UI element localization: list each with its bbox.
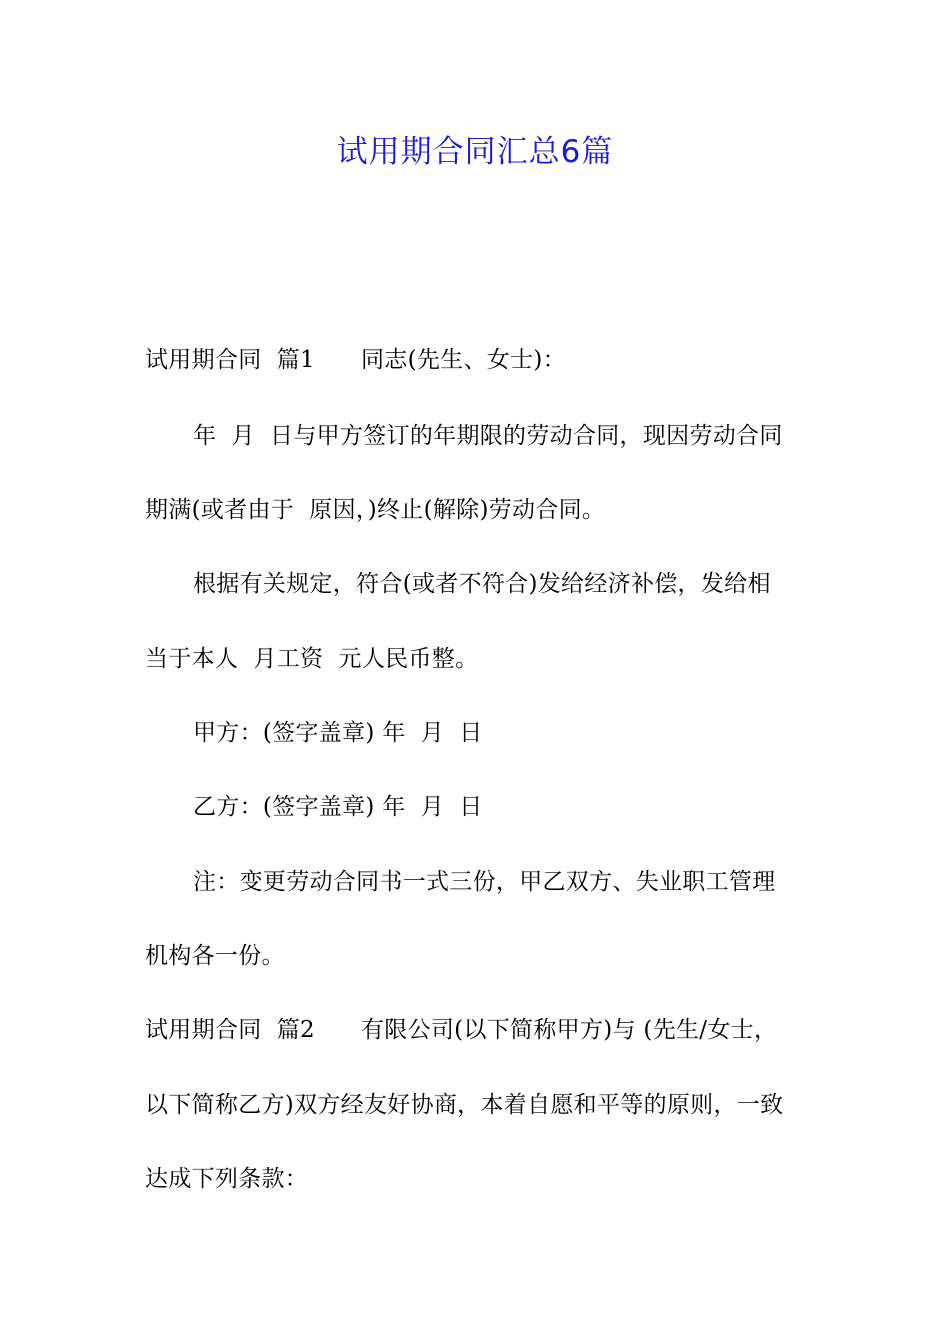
note-line: 机构各一份。 bbox=[145, 943, 285, 969]
paragraph-line: 以下简称乙方)双方经友好协商，本着自愿和平等的原则，一致 bbox=[145, 1092, 784, 1118]
section-1-heading: 试用期合同 篇1 bbox=[145, 347, 315, 373]
paragraph-line: 期满(或者由于 原因，)终止(解除)劳动合同。 bbox=[145, 497, 606, 523]
party-b-signature-line: 乙方：(签字盖章) 年 月 日 bbox=[193, 794, 483, 820]
section-2-heading: 试用期合同 篇2 bbox=[145, 1017, 315, 1043]
section-1-heading-line bbox=[145, 340, 566, 380]
paragraph-line: 根据有关规定，符合(或者不符合)发给经济补偿，发给相 bbox=[193, 571, 771, 597]
document-title: 试用期合同汇总6篇 bbox=[336, 134, 614, 170]
party-a-signature-line: 甲方：(签字盖章) 年 月 日 bbox=[193, 720, 483, 746]
section-2-heading-line bbox=[145, 1010, 777, 1050]
section-1-heading-tail: 同志(先生、女士)： bbox=[360, 347, 566, 373]
section-2-heading-tail: 有限公司(以下简称甲方)与 (先生/女士， bbox=[360, 1017, 778, 1043]
note-line: 注：变更劳动合同书一式三份，甲乙双方、失业职工管理 bbox=[193, 869, 776, 895]
paragraph-line: 当于本人 月工资 元人民币整。 bbox=[145, 646, 479, 672]
paragraph-line: 年 月 日与甲方签订的年期限的劳动合同，现因劳动合同 bbox=[193, 423, 783, 449]
paragraph-line: 达成下列条款： bbox=[145, 1166, 309, 1192]
